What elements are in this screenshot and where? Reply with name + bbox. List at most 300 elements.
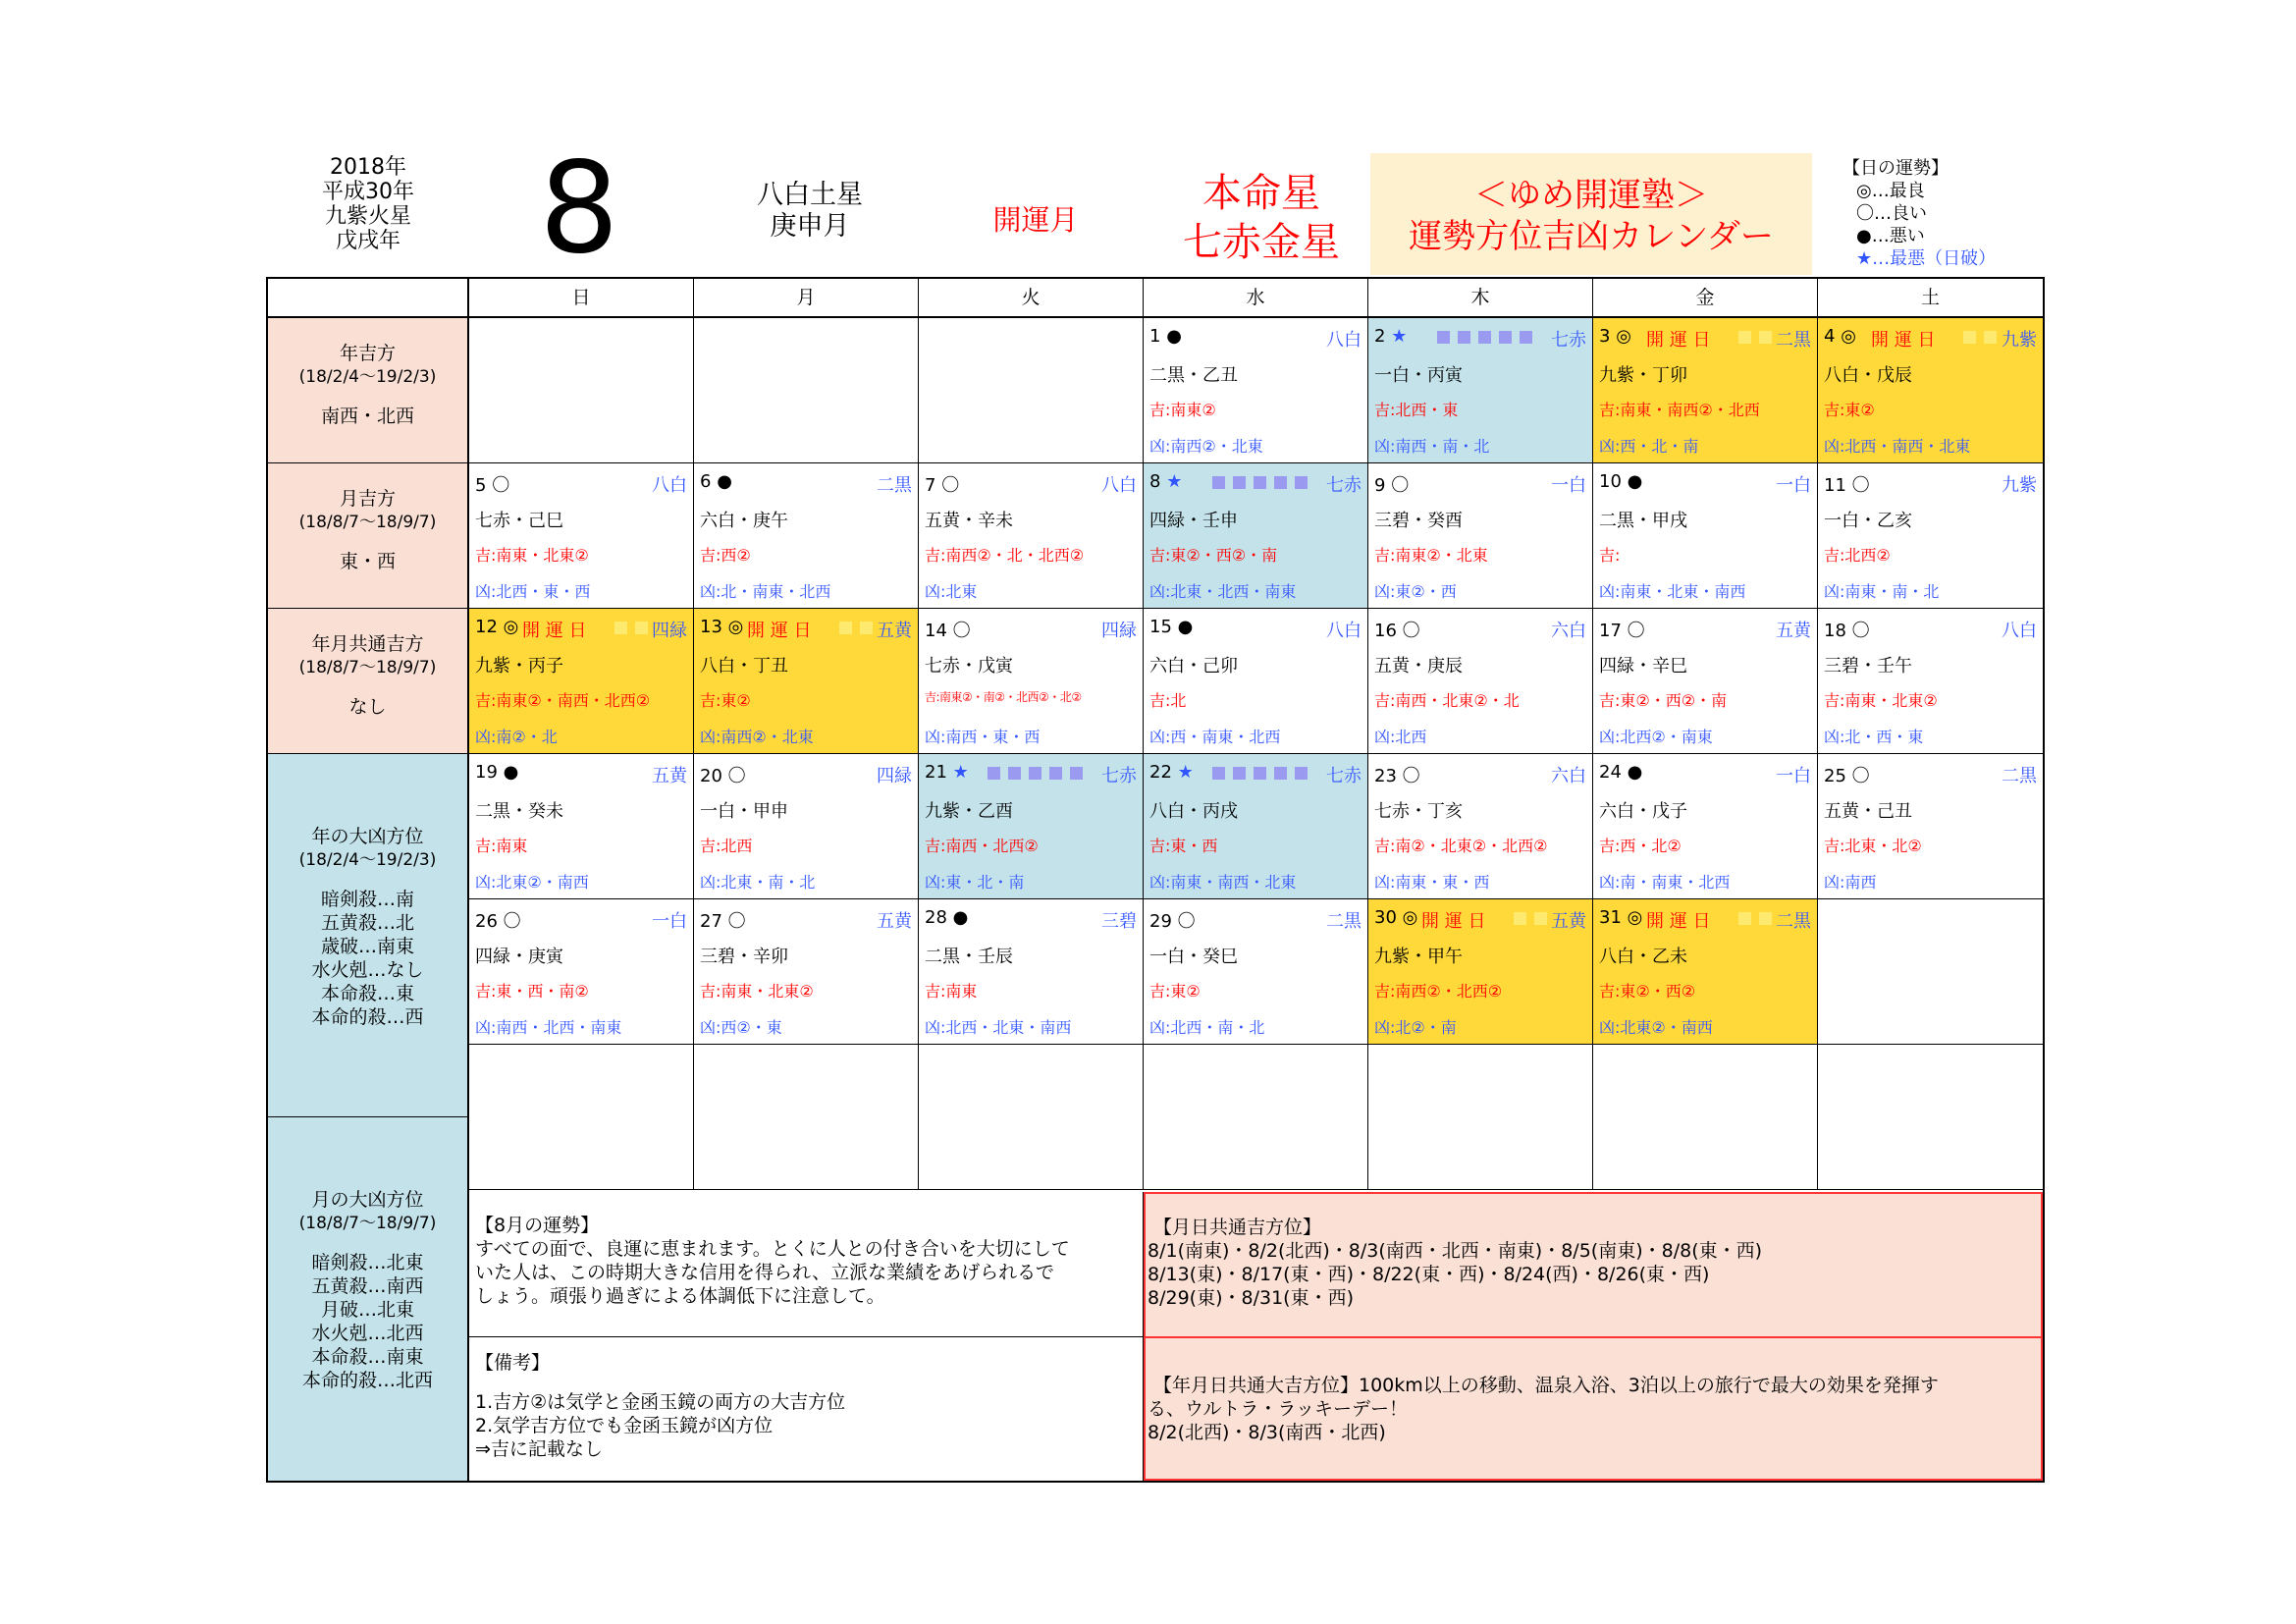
day-number: 20 — [700, 766, 722, 786]
day-kanshi: 三碧・壬午 — [1824, 656, 1912, 677]
day-number-mark — [1824, 326, 1856, 347]
day-header — [1824, 617, 2039, 641]
month-eto: 庚申月 — [770, 211, 850, 242]
day-lucky-directions: 吉:東・西 — [1149, 837, 1218, 855]
day-kanshi: 三碧・癸酉 — [1374, 511, 1463, 531]
day-number: 31 — [1599, 907, 1622, 928]
kaiun-day-label: 開 運 日 — [747, 621, 812, 641]
day-nine-star: 八白 — [2002, 621, 2037, 641]
day-header — [1149, 762, 1363, 784]
day-fortune-mark: 〇 — [1627, 621, 1645, 641]
day-bad-directions: 凶:西・北・南 — [1599, 437, 1699, 456]
day-header — [475, 907, 689, 932]
empty-day-cell — [1593, 1045, 1818, 1190]
day-fortune-mark: 〇 — [1851, 475, 1870, 496]
day-number-mark — [925, 471, 959, 497]
day-fortune-mark: ◎ — [1627, 907, 1643, 928]
day-kanshi: 二黒・壬辰 — [925, 947, 1013, 967]
day-number: 12 — [475, 617, 498, 637]
day-lucky-directions: 吉:東②・西②・南 — [1599, 691, 1728, 710]
day-nine-star: 九紫 — [2002, 475, 2037, 496]
day-bad-directions: 凶:南②・北 — [475, 728, 558, 746]
day-nine-star: 二黒 — [1776, 330, 1811, 351]
day-bad-directions: 凶:北②・南 — [1374, 1018, 1457, 1037]
day-number: 21 — [925, 762, 947, 783]
day-bad-directions: 凶:北東 — [925, 582, 978, 601]
day-fortune-mark: 〇 — [727, 766, 746, 786]
hasai-squares — [1437, 326, 1540, 347]
fortune-line: すべての面で、良運に恵まれます。とくに人との付き合いを大切にして — [475, 1238, 1070, 1260]
day-header — [1599, 762, 1813, 784]
era-eto: 戊戌年 — [335, 229, 400, 253]
day-kanshi: 九紫・丁卯 — [1599, 365, 1687, 386]
day-bad-directions: 凶:北西・南西・北東 — [1824, 437, 1971, 456]
day-kanshi: 一白・丙寅 — [1374, 365, 1463, 386]
day-number-mark — [1374, 471, 1409, 497]
day-bad-directions: 凶:西②・東 — [700, 1018, 782, 1037]
side-line: 暗剣殺…北東 — [311, 1252, 424, 1273]
day-kanshi: 七赤・丁亥 — [1374, 801, 1463, 822]
era-info — [265, 155, 471, 253]
day-cell — [1818, 609, 2043, 754]
side-range: (18/2/4～19/2/3) — [298, 367, 437, 387]
day-fortune-mark: 〇 — [1391, 475, 1410, 496]
day-nine-star: 四緑 — [877, 766, 912, 786]
day-header — [1374, 762, 1588, 784]
day-lucky-directions: 吉:東②・西② — [1599, 982, 1696, 1001]
day-bad-directions: 凶:南東・南・北 — [1824, 582, 1940, 601]
side-year-bad — [268, 754, 469, 1117]
day-number: 4 — [1824, 326, 1836, 347]
day-nine-star: 七赤 — [1551, 330, 1586, 351]
day-kanshi: 九紫・乙酉 — [925, 801, 1013, 822]
day-cell — [919, 754, 1144, 899]
day-cell — [919, 899, 1144, 1045]
day-number-mark — [1149, 907, 1196, 933]
day-nine-star: 一白 — [1776, 475, 1811, 496]
empty-day-cell — [1368, 1045, 1593, 1190]
day-lucky-directions: 吉:南東 — [475, 837, 528, 855]
day-number: 14 — [925, 621, 947, 641]
side-year-lucky — [268, 318, 469, 463]
day-nine-star: 一白 — [1776, 766, 1811, 786]
day-lucky-directions: 吉:南東・南西②・北西 — [1599, 401, 1760, 419]
day-lucky-directions: 吉:南東・北東② — [475, 546, 589, 565]
empty-day-cell — [1818, 899, 2043, 1045]
day-number: 10 — [1599, 471, 1622, 492]
day-number: 16 — [1374, 621, 1397, 641]
day-number: 28 — [925, 907, 947, 928]
day-cell — [469, 609, 694, 754]
calendar-grid — [266, 277, 2045, 1483]
side-range: (18/8/7～18/9/7) — [298, 513, 437, 532]
legend-best: ◎…最良 — [1856, 181, 1925, 201]
day-number-mark — [1374, 907, 1417, 928]
ymd-line: 【年月日共通大吉方位】100km以上の移動、温泉入浴、3泊以上の旅行で最大の効果を発揮す — [1153, 1375, 1939, 1396]
day-header — [1824, 762, 2039, 784]
day-number-mark — [1599, 617, 1645, 642]
corner-cell — [268, 279, 469, 318]
day-bad-directions: 凶:北西・北東・南西 — [925, 1018, 1072, 1037]
day-header — [700, 907, 914, 932]
weekday-thu: 木 — [1368, 279, 1593, 318]
day-fortune-mark: ◎ — [1402, 907, 1418, 928]
day-cell — [1144, 754, 1368, 899]
day-cell — [694, 463, 919, 609]
day-cell — [1368, 318, 1593, 463]
day-fortune-mark: ● — [1177, 617, 1194, 637]
day-cell — [694, 899, 919, 1045]
md-line: 8/13(東)・8/17(東・西)・8/22(東・西)・8/24(西)・8/26(東・西) — [1148, 1264, 1710, 1285]
day-header — [1824, 471, 2039, 496]
hasai-squares — [1212, 471, 1315, 492]
day-number: 23 — [1374, 766, 1397, 786]
day-number: 26 — [475, 911, 498, 932]
day-nine-star: 三碧 — [1101, 911, 1137, 932]
year-month-day-lucky-box — [1144, 1336, 2043, 1481]
day-number: 30 — [1374, 907, 1397, 928]
day-header — [475, 471, 689, 496]
day-number: 7 — [925, 475, 936, 496]
remarks-line: 2.気学吉方位でも金函玉鏡が凶方位 — [475, 1415, 774, 1436]
remarks-line: ⇒吉に記載なし — [475, 1438, 603, 1460]
day-bad-directions: 凶:北・西・東 — [1824, 728, 1924, 746]
era-star: 九紫火星 — [324, 204, 411, 229]
day-bad-directions: 凶:南西②・北東 — [700, 728, 814, 746]
day-kanshi: 七赤・戊寅 — [925, 656, 1013, 677]
day-number: 27 — [700, 911, 722, 932]
day-kanshi: 二黒・甲戌 — [1599, 511, 1687, 531]
day-number: 17 — [1599, 621, 1622, 641]
day-lucky-directions: 吉:南②・北東②・北西② — [1374, 837, 1548, 855]
day-fortune-mark: 〇 — [1851, 766, 1870, 786]
day-nine-star: 六白 — [1551, 621, 1586, 641]
side-month-lucky — [268, 463, 469, 609]
day-header — [1374, 326, 1588, 351]
day-number: 6 — [700, 471, 712, 492]
remarks-box — [469, 1337, 1144, 1481]
day-fortune-mark: 〇 — [941, 475, 960, 496]
day-cell — [1818, 318, 2043, 463]
day-number-mark — [700, 907, 746, 933]
day-number: 25 — [1824, 766, 1846, 786]
day-bad-directions: 凶:北西・東・西 — [475, 582, 591, 601]
day-cell — [1368, 463, 1593, 609]
legend-worst: ★…最悪（日破） — [1856, 248, 1997, 269]
day-kanshi: 一白・癸巳 — [1149, 947, 1238, 967]
day-bad-directions: 凶:南東・南西・北東 — [1149, 873, 1297, 892]
day-header — [700, 762, 914, 784]
weekday-tue: 火 — [919, 279, 1144, 318]
day-fortune-mark: ◎ — [1616, 326, 1631, 347]
day-kanshi: 一白・甲申 — [700, 801, 788, 822]
day-fortune-mark: ◎ — [503, 617, 519, 637]
side-ym-lucky — [268, 609, 469, 754]
day-header — [475, 617, 689, 641]
day-cell — [1368, 754, 1593, 899]
day-number: 9 — [1374, 475, 1386, 496]
day-bad-directions: 凶:南・南東・北西 — [1599, 873, 1731, 892]
day-number-mark — [1149, 326, 1182, 347]
kaiun-squares — [614, 617, 656, 637]
day-number-mark — [1824, 617, 1870, 642]
day-header — [925, 617, 1139, 641]
day-lucky-directions: 吉: — [1599, 546, 1621, 565]
day-bad-directions: 凶:南西・南・北 — [1374, 437, 1490, 456]
day-number: 15 — [1149, 617, 1172, 637]
day-number-mark — [925, 907, 968, 928]
kaiun-squares — [1963, 326, 2004, 347]
side-title: 年月共通吉方 — [311, 633, 424, 655]
side-line: 水火剋…北西 — [311, 1323, 424, 1344]
legend-good: 〇…良い — [1856, 203, 1927, 224]
day-number-mark — [1374, 762, 1420, 787]
side-range: (18/8/7～18/9/7) — [298, 658, 437, 677]
day-kanshi: 五黄・己丑 — [1824, 801, 1912, 822]
day-kanshi: 二黒・乙丑 — [1149, 365, 1238, 386]
day-kanshi: 七赤・己巳 — [475, 511, 563, 531]
day-bad-directions: 凶:北・南東・北西 — [700, 582, 831, 601]
day-fortune-mark: ◎ — [727, 617, 744, 637]
day-number-mark — [1149, 617, 1193, 637]
side-line: 本命的殺…西 — [311, 1006, 424, 1028]
day-nine-star: 八白 — [1326, 330, 1362, 351]
day-lucky-directions: 吉:南西・北西② — [925, 837, 1039, 855]
side-range: (18/2/4～19/2/3) — [298, 850, 437, 870]
day-number-mark — [1824, 471, 1870, 497]
day-header — [1374, 907, 1588, 932]
side-line: 暗剣殺…南 — [320, 889, 414, 910]
day-number-mark — [925, 762, 969, 783]
day-lucky-directions: 吉:北西 — [700, 837, 753, 855]
day-bad-directions: 凶:東・北・南 — [925, 873, 1025, 892]
day-fortune-mark: 〇 — [1402, 621, 1420, 641]
day-number-mark — [1599, 471, 1642, 492]
empty-day-cell — [919, 1045, 1144, 1190]
era-heisei: 平成30年 — [322, 180, 414, 204]
day-fortune-mark: ● — [717, 471, 732, 492]
empty-day-cell — [469, 318, 694, 463]
honmei-label: 本命星 — [1202, 171, 1320, 216]
kaiun-squares — [839, 617, 881, 637]
day-header — [1149, 617, 1363, 641]
ymd-line: る、ウルトラ・ラッキーデー！ — [1148, 1398, 1409, 1420]
day-number-mark — [700, 617, 743, 637]
side-line: 本命殺…東 — [320, 983, 414, 1004]
day-kanshi: 五黄・庚辰 — [1374, 656, 1463, 677]
side-title: 月の大凶方位 — [311, 1189, 424, 1211]
day-number: 22 — [1149, 762, 1172, 783]
day-fortune-mark: 〇 — [1851, 621, 1870, 641]
kaiun-day-label: 開 運 日 — [1646, 911, 1711, 932]
side-title: 年の大凶方位 — [311, 826, 424, 847]
day-fortune-mark: ◎ — [1841, 326, 1856, 347]
day-number-mark — [475, 762, 518, 783]
month-star-name: 八白土星 — [757, 180, 863, 210]
day-lucky-directions: 吉:東②・西②・南 — [1149, 546, 1278, 565]
day-number: 3 — [1599, 326, 1611, 347]
side-line: 水火剋…なし — [311, 959, 424, 981]
side-line: 本命的殺…北西 — [301, 1370, 433, 1391]
day-fortune-mark: 〇 — [492, 475, 510, 496]
day-cell — [1144, 318, 1368, 463]
day-lucky-directions: 吉:南西②・北西② — [1374, 982, 1503, 1001]
day-lucky-directions: 吉:南西・北東②・北 — [1374, 691, 1520, 710]
day-fortune-mark: ● — [1166, 326, 1182, 347]
empty-day-cell — [1144, 1045, 1368, 1190]
monthly-fortune-box — [469, 1192, 1144, 1337]
day-cell — [1818, 463, 2043, 609]
day-fortune-mark: 〇 — [1402, 766, 1420, 786]
empty-day-cell — [694, 318, 919, 463]
day-header — [925, 471, 1139, 496]
day-header — [700, 471, 914, 496]
kaiun-squares — [1738, 907, 1780, 928]
day-number-mark — [1599, 762, 1642, 783]
lucky-month-label: 開運月 — [992, 203, 1079, 237]
day-nine-star: 六白 — [1551, 766, 1586, 786]
day-number: 2 — [1374, 326, 1386, 347]
day-nine-star: 一白 — [1551, 475, 1586, 496]
month-day-lucky-box — [1144, 1192, 2043, 1338]
day-cell — [694, 754, 919, 899]
day-kanshi: 六白・戊子 — [1599, 801, 1687, 822]
day-number-mark — [1149, 471, 1182, 492]
day-header — [475, 762, 689, 784]
day-bad-directions: 凶:東②・西 — [1374, 582, 1457, 601]
day-fortune-mark: 〇 — [1177, 911, 1196, 932]
day-lucky-directions: 吉:南東②・南西・北西② — [475, 691, 651, 710]
fortune-line: しょう。頑張り過ぎによる体調低下に注意して。 — [475, 1285, 885, 1307]
day-header — [1149, 471, 1363, 496]
honmei-value: 七赤金星 — [1183, 220, 1340, 265]
day-bad-directions: 凶:北西・南・北 — [1149, 1018, 1265, 1037]
day-header — [1374, 617, 1588, 641]
day-cell — [1368, 609, 1593, 754]
day-lucky-directions: 吉:東② — [700, 691, 751, 710]
day-kanshi: 四緑・庚寅 — [475, 947, 563, 967]
day-kanshi: 二黒・癸未 — [475, 801, 563, 822]
day-fortune-mark: ★ — [952, 762, 969, 783]
era-year: 2018年 — [330, 155, 406, 180]
hasai-squares — [988, 762, 1091, 783]
day-nine-star: 一白 — [652, 911, 687, 932]
day-lucky-directions: 吉:北西② — [1824, 546, 1891, 565]
day-header — [925, 907, 1139, 932]
day-number-mark — [475, 617, 518, 637]
day-lucky-directions: 吉:北東・北② — [1824, 837, 1922, 855]
weekday-sun: 日 — [469, 279, 694, 318]
day-kanshi: 一白・乙亥 — [1824, 511, 1912, 531]
day-bad-directions: 凶:南西②・北東 — [1149, 437, 1263, 456]
remarks-line: 1.吉方②は気学と金函玉鏡の両方の大吉方位 — [475, 1391, 846, 1413]
day-nine-star: 二黒 — [1326, 911, 1362, 932]
fortune-title: 【8月の運勢】 — [475, 1215, 600, 1236]
side-range: (18/8/7～18/9/7) — [298, 1214, 437, 1233]
day-cell — [919, 463, 1144, 609]
day-lucky-directions: 吉:西② — [700, 546, 751, 565]
day-number: 5 — [475, 475, 487, 496]
day-nine-star: 五黄 — [652, 766, 687, 786]
day-number-mark — [475, 907, 521, 933]
side-title: 年吉方 — [339, 343, 396, 364]
day-cell — [1593, 899, 1818, 1045]
month-number: 8 — [539, 135, 619, 282]
day-number-mark — [925, 617, 971, 642]
day-nine-star: 二黒 — [2002, 766, 2037, 786]
day-number-mark — [1599, 326, 1631, 347]
empty-day-cell — [469, 1045, 694, 1190]
title-main: 運勢方位吉凶カレンダー — [1409, 217, 1774, 256]
month-star — [707, 180, 913, 243]
kaiun-day-label: 開 運 日 — [1421, 911, 1486, 932]
empty-day-cell — [694, 1045, 919, 1190]
day-number: 18 — [1824, 621, 1846, 641]
day-nine-star: 八白 — [1326, 621, 1362, 641]
day-header — [1599, 907, 1813, 932]
day-cell — [1144, 463, 1368, 609]
day-header — [1149, 326, 1363, 351]
side-value: 南西・北西 — [320, 406, 414, 427]
day-lucky-directions: 吉:東② — [1149, 982, 1201, 1001]
side-month-bad — [268, 1117, 469, 1481]
day-number-mark — [700, 762, 746, 787]
day-kanshi: 六白・己卯 — [1149, 656, 1238, 677]
day-bad-directions: 凶:南西 — [1824, 873, 1877, 892]
day-bad-directions: 凶:南西・北西・南東 — [475, 1018, 622, 1037]
legend-bad: ●…悪い — [1856, 226, 1925, 246]
day-header — [1824, 326, 2039, 351]
day-cell — [1593, 754, 1818, 899]
day-cell — [919, 609, 1144, 754]
day-number: 13 — [700, 617, 722, 637]
day-nine-star: 七赤 — [1326, 475, 1362, 496]
day-lucky-directions: 吉:東・西・南② — [475, 982, 589, 1001]
day-header — [1149, 907, 1363, 932]
day-lucky-directions: 吉:南東②・南②・北西②・北② — [925, 690, 1082, 704]
day-cell — [1144, 899, 1368, 1045]
day-fortune-mark: 〇 — [727, 911, 746, 932]
day-cell — [1593, 609, 1818, 754]
day-number: 19 — [475, 762, 498, 783]
day-kanshi: 六白・庚午 — [700, 511, 788, 531]
day-fortune-mark: 〇 — [503, 911, 521, 932]
weekday-sat: 土 — [1818, 279, 2043, 318]
md-line: 8/1(南東)・8/2(北西)・8/3(南西・北西・南東)・8/5(南東)・8/8(東・西) — [1148, 1240, 1763, 1262]
day-cell — [469, 463, 694, 609]
side-line: 五黄殺…北 — [320, 912, 414, 934]
day-lucky-directions: 吉:西・北② — [1599, 837, 1682, 855]
day-kanshi: 三碧・辛卯 — [700, 947, 788, 967]
day-nine-star: 二黒 — [1776, 911, 1811, 932]
day-lucky-directions: 吉:南東②・北東 — [1374, 546, 1488, 565]
day-lucky-directions: 吉:南東 — [925, 982, 978, 1001]
day-bad-directions: 凶:北東・北西・南東 — [1149, 582, 1297, 601]
day-lucky-directions: 吉:南西②・北・北西② — [925, 546, 1085, 565]
day-number-mark — [1374, 617, 1420, 642]
day-fortune-mark: ★ — [1391, 326, 1408, 347]
day-bad-directions: 凶:南東・北東・南西 — [1599, 582, 1746, 601]
empty-day-cell — [919, 318, 1144, 463]
day-lucky-directions: 吉:南東・北東② — [1824, 691, 1938, 710]
day-kanshi: 四緑・壬申 — [1149, 511, 1238, 531]
day-bad-directions: 凶:北東・南・北 — [700, 873, 816, 892]
day-number-mark — [1149, 762, 1194, 783]
day-nine-star: 五黄 — [877, 621, 912, 641]
day-nine-star: 七赤 — [1101, 766, 1137, 786]
day-header — [1599, 617, 1813, 641]
day-fortune-mark: 〇 — [952, 621, 971, 641]
